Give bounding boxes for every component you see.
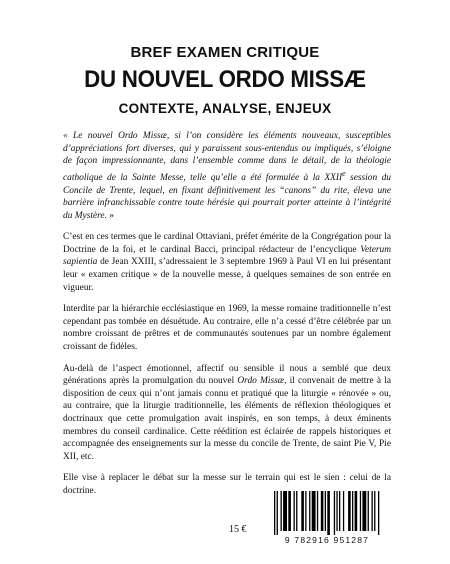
barcode-bar (362, 491, 366, 531)
barcode-bar (327, 491, 330, 535)
quote-part-2: session du Concile de Trente, lequel, en fixant définitivement les “canons” du rite, éleva une barrière infranchissable contre toute hérésie qui pourrait porter atteinte à l’intégrité du Mystère. (63, 172, 391, 221)
barcode (268, 489, 386, 547)
paragraph-2: Interdite par la hiérarchie ecclésiastique en 1969, la messe romaine traditionnelle n’est cependant pas tombée en désuétude. Au contraire, elle n’a cessé d’être célébrée par un nombre croissant de prêtres et de communautés soutenues par un nombre également croissant de fidèles. (63, 304, 391, 353)
quote-close: » (109, 210, 114, 221)
barcode-bars (268, 489, 386, 535)
barcode-bar (321, 491, 324, 531)
paragraph-3-b: , il convenait de mettre à la disposition de ceux qui n’ont jamais connu et pratiqué que la liturgie « rénovée » ou, au contraire, que la liturgie traditionnelle, les éléments de réflexion théologiques et doctrinaux que cette promulgation avait inspirés, en son temps, à deux éminents membres du conseil cardinalice. Cette réédition est éclairée de rappels historiques et accompagnée des enseignements sur la messe du concile de Trente, de saint Pie V, Pie XII, etc. (63, 376, 391, 462)
blurb (63, 130, 391, 507)
paragraph-3-italic: Ordo Missæ (237, 376, 285, 387)
paragraph-1 (63, 231, 391, 294)
barcode-bar (281, 491, 282, 531)
barcode-bar (343, 491, 344, 531)
barcode-bar (274, 491, 275, 535)
barcode-bar (336, 491, 337, 531)
barcode-bar (301, 491, 304, 531)
barcode-bar (294, 491, 295, 531)
barcode-bar (305, 491, 306, 531)
paragraph-1-a: C’est en ces termes que le cardinal Ottaviani, préfet émérite de la Congrégation pour la Doctrine de la foi, et le cardinal Bacci, principal rédacteur de l’encyclique (63, 232, 391, 255)
subtitle: BREF EXAMEN CRITIQUE (130, 44, 320, 61)
barcode-bar (368, 491, 369, 531)
price: 15 € (229, 524, 247, 535)
barcode-bar (352, 491, 353, 531)
barcode-number: 9 782916 951287 (284, 535, 370, 545)
barcode-bar (296, 491, 297, 531)
book-title: DU NOUVEL ORDO MISSÆ (84, 66, 366, 93)
barcode-bar (372, 491, 373, 531)
paragraph-1-b: de Jean XXIII, s’adressaient le 3 septembre 1969 à Paul VI en lui présentant leur « examen critique » de la nouvelle messe, à quelques semaines de son entrée en vigueur. (63, 257, 391, 293)
paragraph-3-a: Au-delà de l’aspect émotionnel, affectif ou sensible il nous a semblé que deux générations après la promulgation du nouvel (63, 363, 391, 387)
paragraph-4: Elle vise à replacer le débat sur la messe sur le terrain qui est le sien : celui de la doctrine. (63, 473, 391, 496)
barcode-bar (348, 491, 351, 531)
barcode-bar (360, 491, 361, 531)
barcode-bar (374, 491, 375, 531)
barcode-bar (355, 491, 358, 531)
barcode-bar (288, 491, 291, 531)
paragraph-1-italic: Veterum sapientia (63, 244, 391, 268)
barcode-bar (334, 491, 335, 535)
quote-superscript: e (342, 168, 346, 178)
barcode-bar (309, 491, 310, 531)
opening-quote (63, 130, 391, 222)
barcode-bar (325, 491, 326, 531)
quote-part-1: « Le nouvel Ordo Missæ, si l’on considère les éléments nouveaux, susceptibles d’appréciations fort diverses, qui y paraissent sous-entendus ou impliqués, s’éloigne de façon impressionnante, dans l’ensemble comme dans le détail, de la théologie catholique de la Sainte Messe, telle qu’elle a été formulée à la XXII (63, 131, 391, 183)
barcode-bar (339, 491, 340, 531)
barcode-bar (378, 491, 379, 535)
tagline: CONTEXTE, ANALYSE, ENJEUX (118, 101, 332, 116)
barcode-bar (283, 491, 287, 531)
barcode-bar (277, 491, 278, 535)
barcode-bar (317, 491, 318, 531)
barcode-bar (312, 491, 316, 531)
header (0, 44, 450, 117)
paragraph-3 (63, 363, 391, 464)
